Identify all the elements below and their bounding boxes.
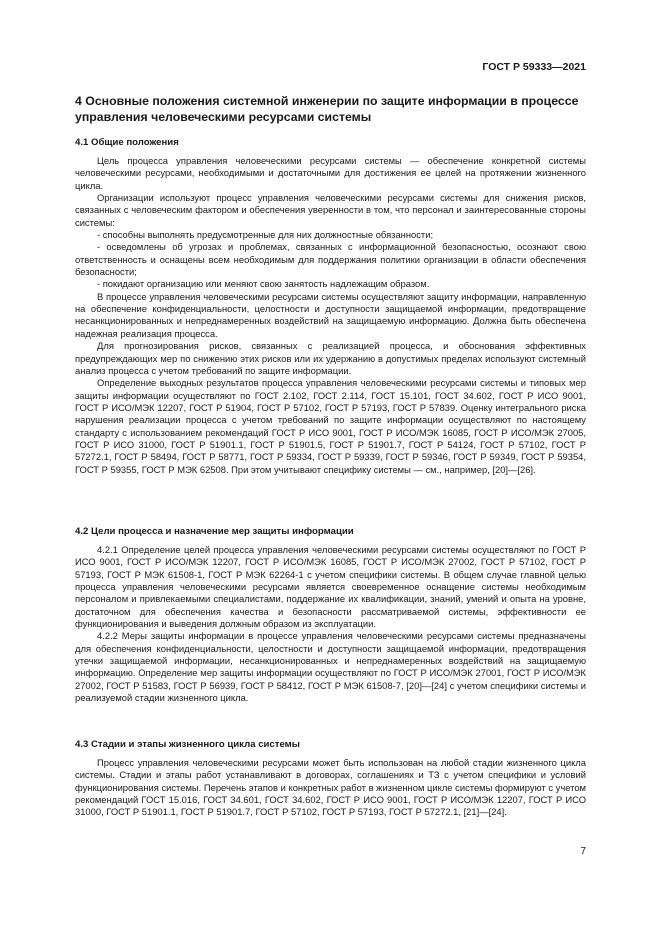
section-title: 4 Основные положения системной инженерии по защите информации в процессе управления человеческими ресурсами системы <box>75 94 579 124</box>
paragraph: Цель процесса управления человеческими ресурсами системы — обеспечение конкретной системы человеческими ресурсами, необходимыми и достаточными для достижения ее целей на протяжении жизненного цикла. <box>75 155 586 191</box>
subsection-body-4-3 <box>75 757 586 819</box>
paragraph: 4.2.2 Меры защиты информации в процессе управления человеческими ресурсами системы предназначены для обеспечения конфиденциальности, целостности и доступности защищаемой информации, предотвращения утечки защищаемой информации, несанкционированных и непреднамеренных воздействий на защищаемую информацию. Определение мер защиты информации осуществляют по ГОСТ Р ИСО/МЭК 27001, ГОСТ Р ИСО/МЭК 27002, ГОСТ Р 51583, ГОСТ Р 56939, ГОСТ Р 58412, ГОСТ Р МЭК 61508-7, [20]—[24] с учетом специфики системы и реализуемой стадии жизненного цикла. <box>75 630 586 704</box>
paragraph: Процесс управления человеческими ресурсами может быть использован на любой стадии жизненного цикла системы. Стадии и этапы работ устанавливают в договорах, соглашениях и ТЗ с учетом специфики и условий функционирования системы. Перечень этапов и конкретных работ в жизненном цикле системы формируют с учетом рекомендаций ГОСТ 15.016, ГОСТ 34.601, ГОСТ 34.602, ГОСТ Р ИСО 9001, ГОСТ Р ИСО/МЭК 12207, ГОСТ Р ИСО 31000, ГОСТ Р 51901.1, ГОСТ Р 51901.7, ГОСТ Р 57102, ГОСТ Р 57193, ГОСТ Р 57272.1, [21]—[24]. <box>75 757 586 818</box>
subsection-title-4-3: 4.3 Стадии и этапы жизненного цикла системы <box>75 739 300 750</box>
list-item: - осведомлены об угрозах и проблемах, связанных с информационной безопасностью, осознают свою ответственность и оснащены всем необходимым для поддержания политики организации в области обеспечения безопасности; <box>75 241 586 278</box>
paragraph: 4.2.1 Определение целей процесса управления человеческими ресурсами системы осуществляют по ГОСТ Р ИСО 9001, ГОСТ Р ИСО/МЭК 12207, ГОСТ Р ИСО/МЭК 16085, ГОСТ Р ИСО/МЭК 27002, ГОСТ Р 57102, ГОСТ Р 57193, ГОСТ Р МЭК 61508-1, ГОСТ Р МЭК 62264-1 с учетом специфики системы. В общем случае главной целью процесса управления человеческими ресурсами является своевременное оснащение системы необходимым персоналом и привлекаемыми специалистами, поддержание их квалификации, знаний, умений и опыта на уровне, достаточном для обеспечения качества и безопасности рассматриваемой системы, эффективности ее функционирования и выведения должным образом из эксплуатации. <box>75 544 586 630</box>
list-item: - покидают организацию или меняют свою занятость надлежащим образом. <box>97 278 430 290</box>
subsection-body-4-2 <box>75 544 586 704</box>
paragraph: Определение выходных результатов процесса управления человеческими ресурсами системы и типовых мер защиты информации осуществляют по ГОСТ 2.102, ГОСТ 2.114, ГОСТ 15.101, ГОСТ 34.602, ГОСТ Р ИСО 9001, ГОСТ Р ИСО/МЭК 12207, ГОСТ Р 51904, ГОСТ Р 57102, ГОСТ Р 57193, ГОСТ Р 57839. Оценку интегрального риска нарушения реализации процесса с учетом требований по защите информации осуществляют по настоящему стандарту с использованием рекомендаций ГОСТ Р ИСО 9001, ГОСТ Р ИСО/МЭК 16085, ГОСТ Р ИСО/МЭК 27005, ГОСТ Р ИСО 31000, ГОСТ Р 51901.1, ГОСТ Р 51901.5, ГОСТ Р 51901.7, ГОСТ Р 54124, ГОСТ Р 57102, ГОСТ Р 57272.1, ГОСТ Р 58494, ГОСТ Р 58771, ГОСТ Р 59334, ГОСТ Р 59339, ГОСТ Р 59346, ГОСТ Р 59349, ГОСТ Р 59354, ГОСТ Р 59355, ГОСТ Р МЭК 62508. При этом учитывают специфику системы — см., например, [20]—[26]. <box>75 377 586 475</box>
standard-code: ГОСТ Р 59333—2021 <box>482 61 586 73</box>
subsection-title-4-1: 4.1 Общие положения <box>75 137 179 148</box>
paragraph: Для прогнозирования рисков, связанных с реализацией процесса, и обоснования эффективных предупреждающих мер по снижению этих рисков или их удержанию в допустимых пределах используют системный анализ процесса с учетом требований по защите информации. <box>75 340 586 376</box>
list-item: - способны выполнять предусмотренные для них должностные обязанности; <box>97 229 434 241</box>
page-number: 7 <box>580 846 586 857</box>
subsection-title-4-2: 4.2 Цели процесса и назначение мер защиты информации <box>75 526 354 537</box>
paragraph: В процессе управления человеческими ресурсами системы осуществляют защиту информации, направленную на обеспечение конфиденциальности, целостности и доступности защищаемой информации, предотвращение несанкционированных и непреднамеренных воздействий на защищаемую информацию. Должна быть обеспечена надежная реализация процесса. <box>75 290 586 339</box>
paragraph: Организации используют процесс управления человеческими ресурсами системы для снижения рисков, связанных с человеческим фактором и обеспечения уверенности в том, что персонал и заинтересованные стороны системы: <box>75 192 586 228</box>
subsection-body-4-1 <box>75 155 586 476</box>
